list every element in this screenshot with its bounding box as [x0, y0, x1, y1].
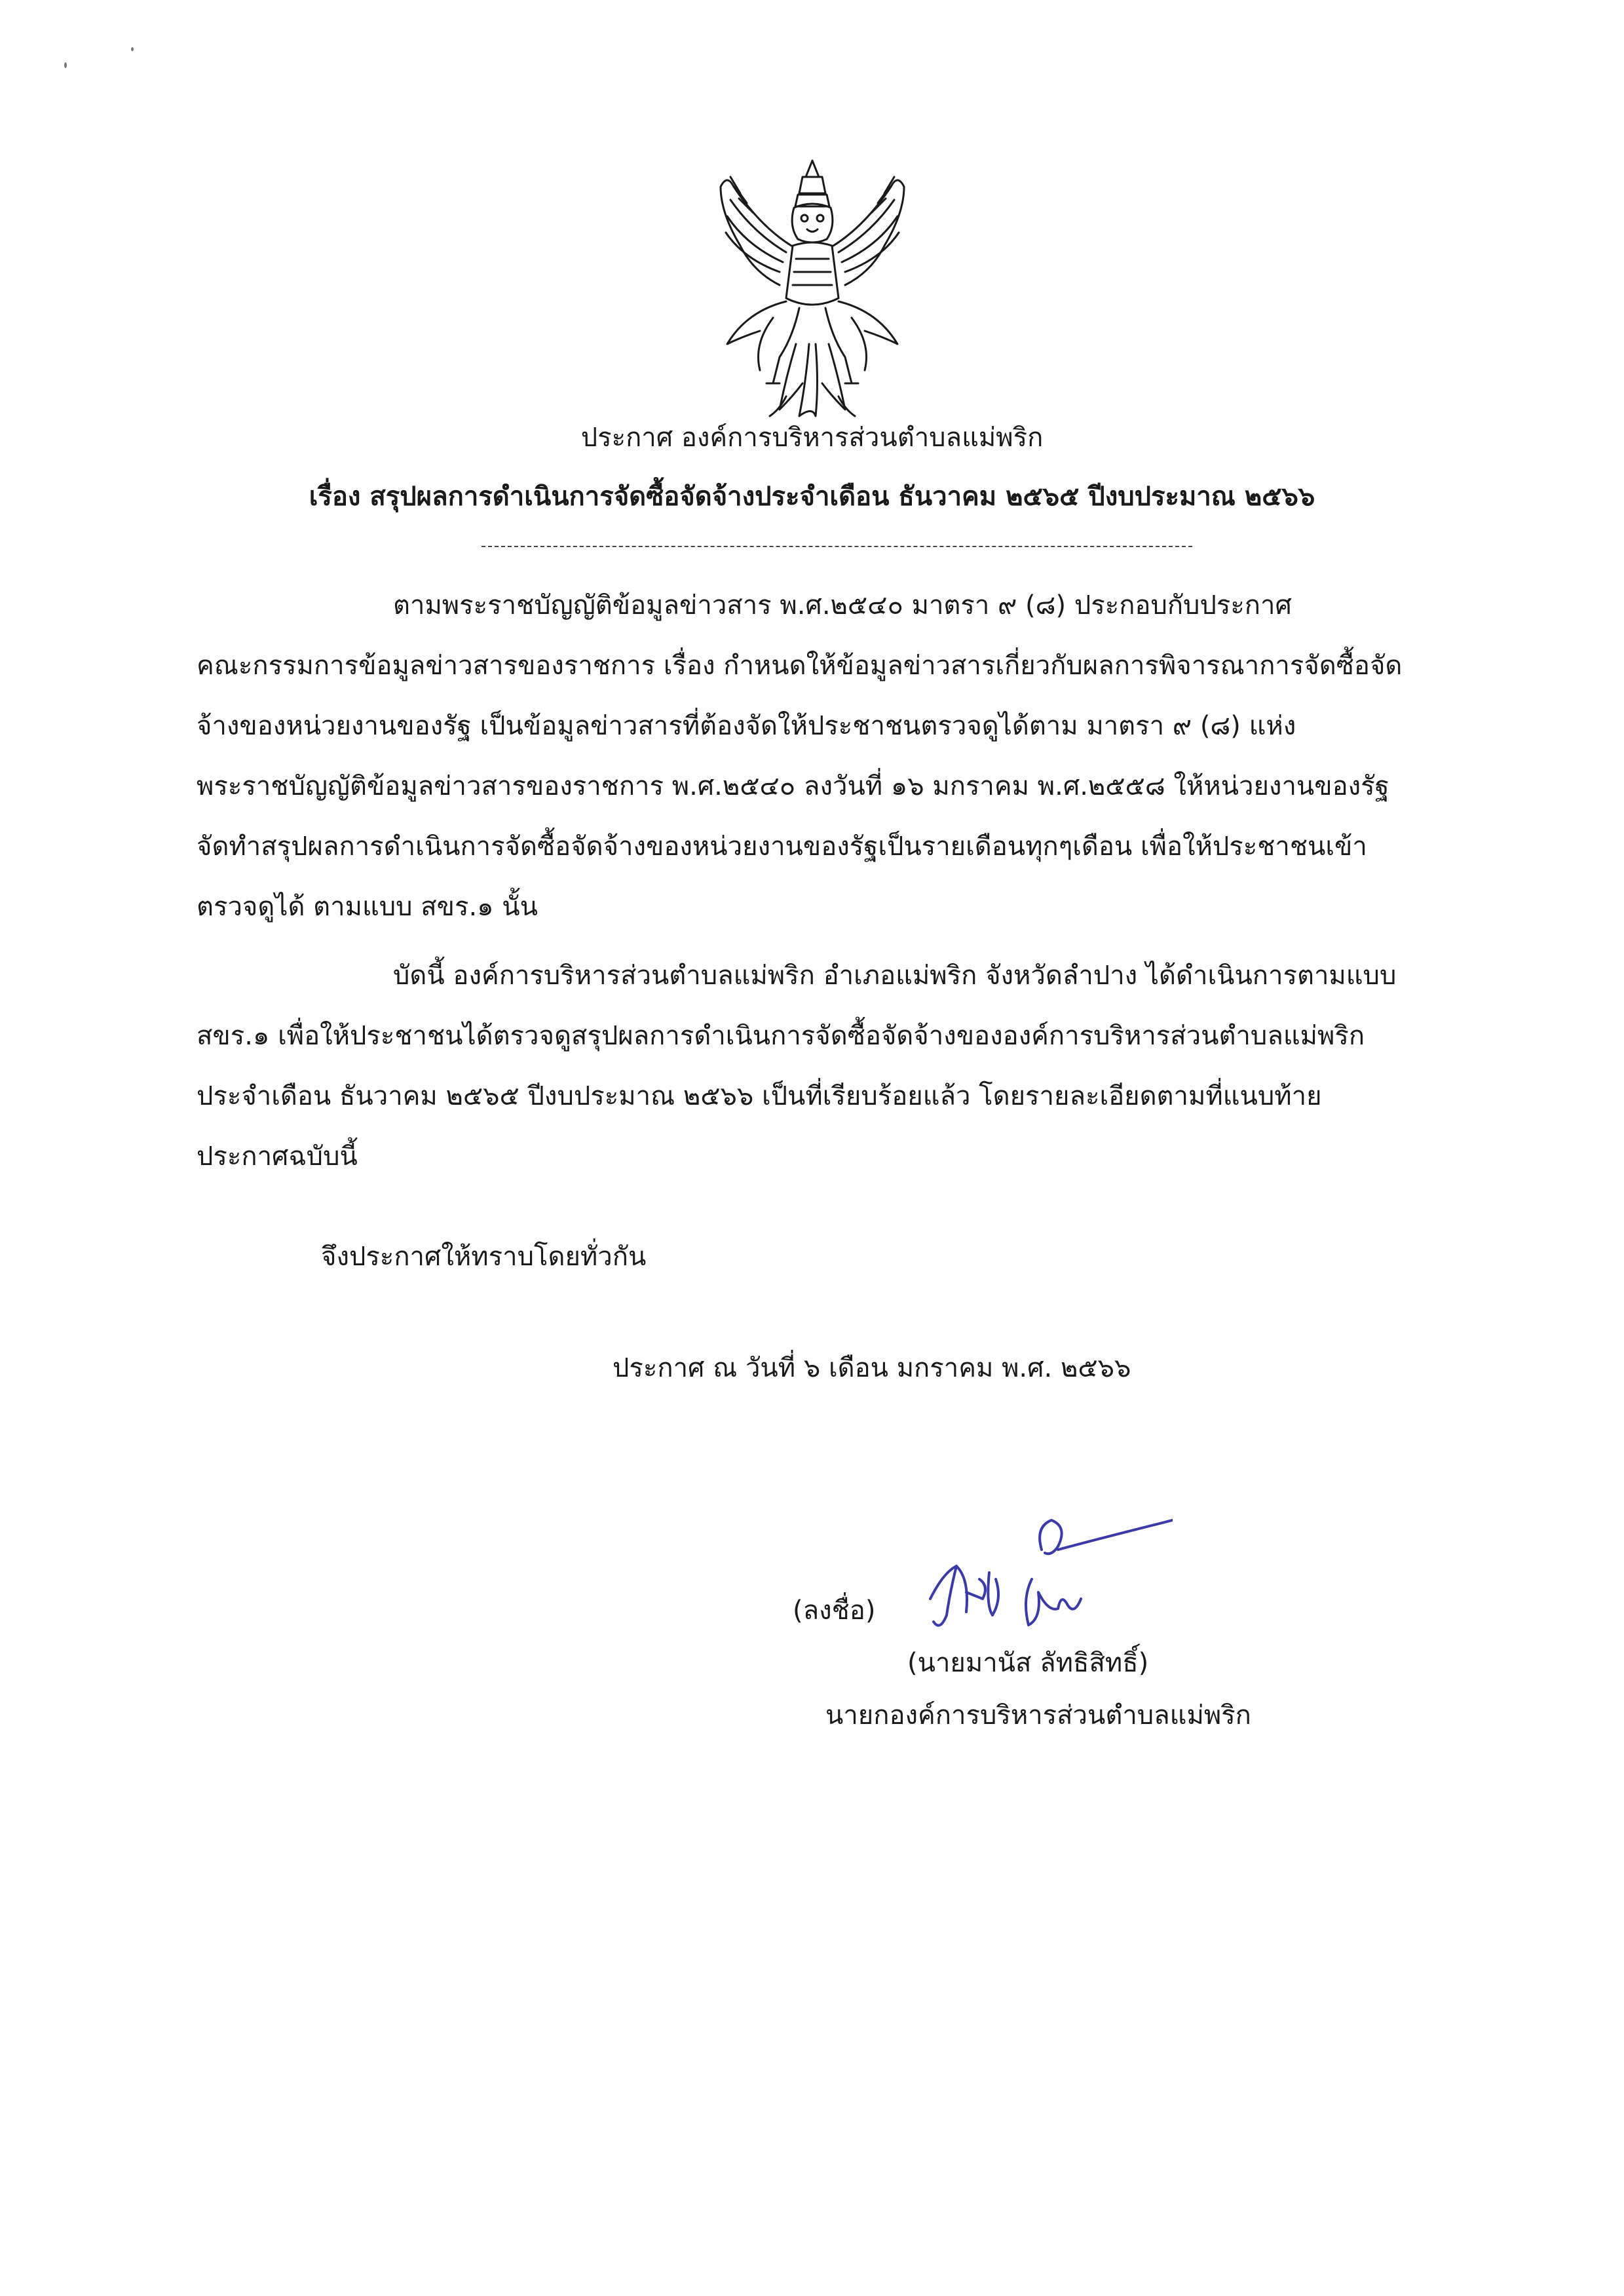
scan-speck	[131, 47, 134, 51]
paragraph-line: ประกาศฉบับนี้	[197, 1141, 358, 1172]
paragraph-line: สขร.๑ เพื่อให้ประชาชนได้ตรวจดูสรุปผลการดำเนินการจัดซื้อจัดจ้างขององค์การบริหารส่วนตำบลแม่พริก	[197, 1021, 1365, 1051]
signatory-position: นายกองค์การบริหารส่วนตำบลแม่พริก	[825, 1700, 1251, 1731]
title-divider	[482, 546, 1192, 547]
paragraph-line: จัดทำสรุปผลการดำเนินการจัดซื้อจัดจ้างของหน่วยงานของรัฐเป็นรายเดือนทุกๆเดือน เพื่อให้ประชาชนเข้า	[197, 832, 1367, 862]
paragraph-1	[197, 575, 1441, 937]
paragraph-line: ตามพระราชบัญญัติข้อมูลข่าวสาร พ.ศ.๒๕๔๐ มาตรา ๙ (๘) ประกอบกับประกาศ	[393, 590, 1292, 621]
handwritten-signature	[911, 1501, 1173, 1651]
scan-speck	[64, 62, 67, 68]
paragraph-line: ประจำเดือน ธันวาคม ๒๕๖๕ ปีงบประมาณ ๒๕๖๖ เป็นที่เรียบร้อยแล้ว โดยรายละเอียดตามที่แนบท้าย	[197, 1081, 1322, 1111]
signatory-name: (นายมานัส ลัทธิสิทธิ์)	[907, 1648, 1149, 1678]
announcement-title: ประกาศ องค์การบริหารส่วนตำบลแม่พริก	[580, 423, 1044, 453]
paragraph-line: คณะกรรมการข้อมูลข่าวสารของราชการ เรื่อง กำหนดให้ข้อมูลข่าวสารเกี่ยวกับผลการพิจารณาการจัดซื้อจัด	[197, 651, 1403, 681]
paragraph-line: บัดนี้ องค์การบริหารส่วนตำบลแม่พริก อำเภอแม่พริก จังหวัดลำปาง ได้ดำเนินการตามแบบ	[393, 961, 1397, 991]
closing-statement: จึงประกาศให้ทราบโดยทั่วกัน	[321, 1242, 647, 1272]
paragraph-line: ตรวจดูได้ ตามแบบ สขร.๑ นั้น	[197, 892, 538, 922]
paragraph-line: พระราชบัญญัติข้อมูลข่าวสารของราชการ พ.ศ.๒๕๔๐ ลงวันที่ ๑๖ มกราคม พ.ศ.๒๕๕๘ ให้หน่วยงานของรัฐ	[197, 771, 1389, 801]
garuda-emblem-icon	[681, 147, 943, 423]
signature-label: (ลงชื่อ)	[793, 1596, 876, 1626]
announcement-date: ประกาศ ณ วันที่ ๖ เดือน มกราคม พ.ศ. ๒๕๖๖	[613, 1353, 1131, 1383]
announcement-subject: เรื่อง สรุปผลการดำเนินการจัดซื้อจัดจ้างประจำเดือน ธันวาคม ๒๕๖๕ ปีงบประมาณ ๒๕๖๖	[309, 482, 1315, 512]
paragraph-2	[197, 946, 1441, 1187]
paragraph-line: จ้างของหน่วยงานของรัฐ เป็นข้อมูลข่าวสารที่ต้องจัดให้ประชาชนตรวจดูได้ตาม มาตรา ๙ (๘) แห่ง	[197, 711, 1296, 741]
